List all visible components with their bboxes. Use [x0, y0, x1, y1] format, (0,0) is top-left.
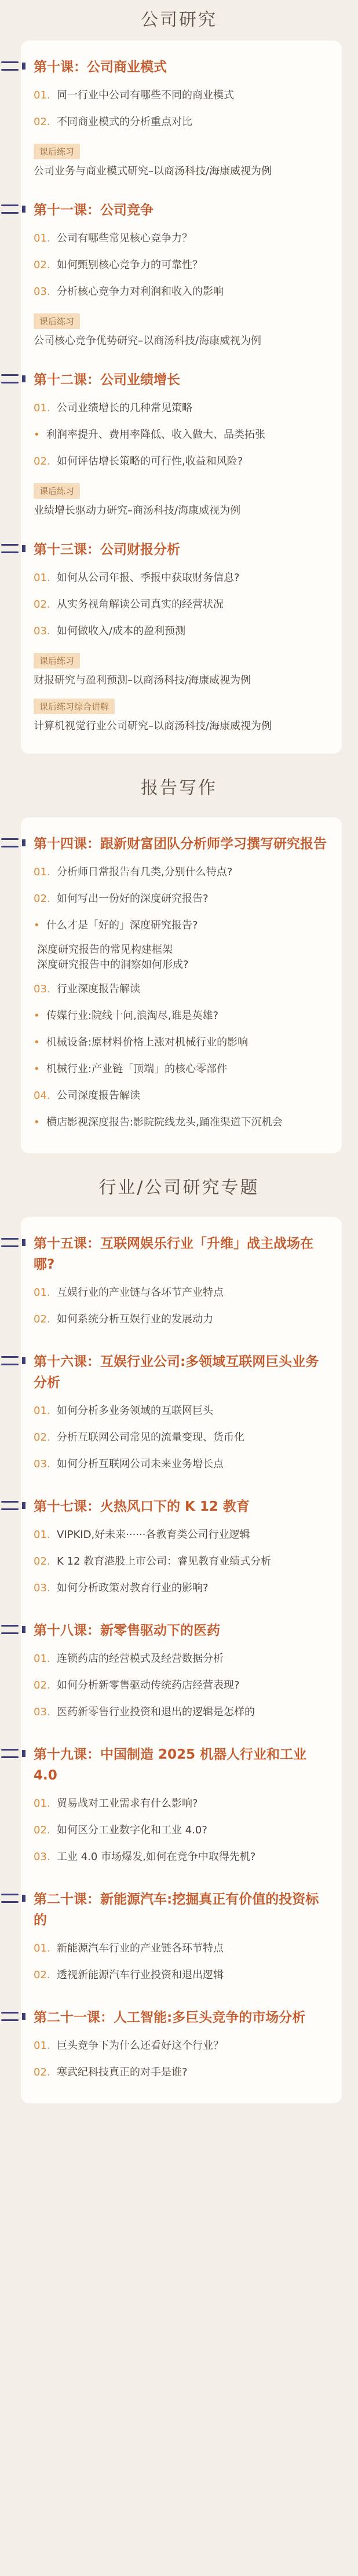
lesson-item — [34, 82, 329, 109]
lesson-20 — [34, 1884, 329, 1989]
lesson-item — [34, 1548, 329, 1575]
lesson-title: 第十二课：公司业绩增长 — [34, 372, 180, 388]
bullet-icon: • — [34, 919, 40, 931]
lesson-item — [34, 279, 329, 305]
item-text: 什么才是「好的」深度研究报告? — [46, 919, 198, 931]
lesson-15 — [34, 1229, 329, 1333]
item-number: 01. — [34, 1653, 50, 1665]
lesson-item — [34, 1791, 329, 1817]
lesson-item — [34, 1817, 329, 1844]
item-text: 同一行业中公司有哪些不同的商业模式 — [57, 89, 234, 101]
lesson-17 — [34, 1492, 329, 1602]
lesson-marker-icon — [1, 838, 19, 847]
item-number: 02. — [34, 1969, 50, 1981]
item-text: 贸易战对工业需求有什么影响? — [57, 1797, 198, 1810]
lesson-item — [34, 448, 329, 475]
lesson-title: 第二十一课：人工智能:多巨头竞争的市场分析 — [34, 2010, 306, 2025]
lesson-item — [34, 1003, 329, 1029]
item-text: 公司有哪些常见核心竞争力？ — [57, 232, 192, 244]
lesson-title: 第十九课：中国制造 2025 机器人行业和工业 4.0 — [34, 1747, 307, 1783]
item-text: 如何评估增长策略的可行性,收益和风险? — [57, 455, 243, 467]
item-text: 从实务视角解读公司真实的经营状况 — [57, 598, 224, 611]
item-text: 传媒行业:院线十问,浪淘尽,谁是英雄? — [46, 1010, 219, 1022]
item-number: 01. — [34, 1797, 50, 1810]
lesson-item — [34, 2033, 329, 2059]
lesson-marker-icon — [1, 544, 19, 553]
lesson-marker-icon — [1, 1625, 19, 1634]
item-number: 01. — [34, 89, 50, 101]
lesson-item — [34, 1056, 329, 1083]
lesson-marker-icon — [1, 204, 19, 214]
homework-tag: 课后练习 — [34, 483, 80, 499]
item-text: 如何从公司年报、季报中获取财务信息? — [57, 572, 240, 584]
item-text: 如何甄别核心竞争力的可靠性？ — [57, 259, 203, 271]
lesson-item — [34, 859, 329, 886]
bullet-icon: • — [34, 1063, 40, 1075]
lesson-item — [34, 1280, 329, 1306]
item-text: 分析核心竞争力对利润和收入的影响 — [57, 286, 224, 298]
item-number: 01. — [34, 1942, 50, 1954]
item-number: 02. — [34, 259, 50, 271]
item-text: 横店影视深度报告:影院院线龙头,踊准渠道下沉机会 — [46, 1116, 283, 1128]
lesson-item — [34, 565, 329, 591]
lesson-marker-icon — [1, 1501, 19, 1510]
lesson-marker-icon — [1, 2012, 19, 2021]
section-title-report-writing: 报告写作 — [141, 778, 217, 798]
lesson-11 — [34, 195, 329, 351]
item-number: 02. — [34, 1431, 50, 1444]
homework-tag: 课后练习 — [34, 653, 80, 668]
item-text: 公司业绩增长的几种常见策略 — [57, 402, 192, 414]
item-text: 如何分析新零售驱动传统药店经营表现? — [57, 1679, 240, 1691]
item-number: 03. — [34, 1458, 50, 1470]
item-text: 如何分析互联网公司未来业务增长点 — [57, 1458, 224, 1470]
lesson-item — [34, 1935, 329, 1962]
lesson-item — [34, 912, 329, 939]
homework-tag: 课后练习 — [34, 313, 80, 329]
lesson-item — [34, 1646, 329, 1672]
lesson-item — [34, 1522, 329, 1548]
lesson-title: 第十八课：新零售驱动下的医药 — [34, 1623, 220, 1638]
lesson-item — [34, 395, 329, 422]
bullet-icon: • — [34, 429, 40, 441]
lesson-item — [34, 976, 329, 1003]
lesson-item — [34, 1575, 329, 1602]
item-text: 如何区分工业数字化和工业 4.0? — [57, 1824, 207, 1836]
lesson-item — [34, 422, 329, 448]
item-number: 01. — [34, 572, 50, 584]
lesson-title: 第十三课：公司财报分析 — [34, 542, 180, 557]
item-text: 公司深度报告解读 — [57, 1090, 140, 1102]
item-text: 如何分析多业务领域的互联网巨头 — [57, 1405, 213, 1417]
item-text: 巨头竞争下为什么还看好这个行业？ — [57, 2040, 224, 2052]
homework-caption: 财报研究与盈利预测–以商汤科技/海康威视为例 — [34, 674, 251, 686]
item-number: 02. — [34, 455, 50, 467]
lesson-title: 第十六课：互娱行业公司:多领域互联网巨头业务分析 — [34, 1354, 319, 1390]
item-number: 02. — [34, 1313, 50, 1325]
item-number: 01. — [34, 2040, 50, 2052]
homework-caption: 业绩增长驱动力研究–商汤科技/海康威视为例 — [34, 505, 241, 517]
item-text: 寒武纪科技真正的对手是谁? — [57, 2066, 188, 2078]
sub-item-text: 深度研究报告的常见构建框架 深度研究报告中的洞察如何形成? — [37, 944, 189, 971]
lesson-item — [34, 2059, 329, 2086]
homework-tag: 课后练习 — [34, 144, 80, 159]
item-number: 03. — [34, 983, 50, 995]
lesson-marker-icon — [1, 1894, 19, 1903]
bullet-icon: • — [34, 1116, 40, 1128]
section-card-company-research — [21, 41, 342, 754]
item-number: 02. — [34, 893, 50, 905]
item-number: 03. — [34, 1706, 50, 1718]
item-number: 02. — [34, 1824, 50, 1836]
item-text: 分析互联网公司常见的流量变现、货币化 — [57, 1431, 244, 1444]
item-number: 01. — [34, 1405, 50, 1417]
item-text: 如何做收入/成本的盈利预测 — [57, 625, 186, 637]
item-number: 02. — [34, 116, 50, 128]
item-text: 连锁药店的经营模式及经营数据分析 — [57, 1653, 224, 1665]
lesson-18 — [34, 1616, 329, 1726]
lesson-item — [34, 1672, 329, 1699]
lesson-item — [34, 1306, 329, 1333]
item-text: 新能源汽车行业的产业链各环节特点 — [57, 1942, 224, 1954]
lesson-item — [34, 1109, 329, 1136]
lesson-title: 第十四课：跟新财富团队分析师学习撰写研究报告 — [34, 836, 327, 852]
item-number: 01. — [34, 402, 50, 414]
lesson-item — [34, 1424, 329, 1451]
lesson-marker-icon — [1, 61, 19, 71]
item-number: 03. — [34, 1851, 50, 1863]
item-text: 不同商业模式的分析重点对比 — [57, 116, 192, 128]
item-text: 如何系统分析互娱行业的发展动力 — [57, 1313, 213, 1325]
lesson-item — [34, 1451, 329, 1478]
lesson-item — [34, 252, 329, 279]
lesson-marker-icon — [1, 1238, 19, 1247]
section-card-report-writing — [21, 817, 342, 1153]
item-number: 04. — [34, 1090, 50, 1102]
item-text: K 12 教育港股上市公司：睿见教育业绩式分析 — [57, 1555, 272, 1567]
homework-caption: 公司核心竞争优势研究–以商汤科技/海康威视为例 — [34, 335, 262, 347]
item-number: 01. — [34, 866, 50, 878]
lesson-item — [34, 1844, 329, 1870]
lesson-12 — [34, 365, 329, 521]
lesson-marker-icon — [1, 374, 19, 383]
lesson-title: 第十课：公司商业模式 — [34, 60, 167, 75]
item-number: 03. — [34, 625, 50, 637]
section-title-industry-topics: 行业/公司研究专题 — [98, 1178, 260, 1198]
lesson-item — [34, 225, 329, 252]
lesson-item — [34, 1029, 329, 1056]
lesson-item — [34, 886, 329, 912]
lesson-item — [34, 1962, 329, 1989]
item-text: 机械设备:原材料价格上涨对机械行业的影响 — [46, 1036, 249, 1048]
item-text: 互娱行业的产业链与各环节产业特点 — [57, 1287, 224, 1299]
lesson-item — [34, 618, 329, 645]
section-card-industry-topics — [21, 1217, 342, 2103]
item-text: VIPKID,好未来······各教育类公司行业逻辑 — [57, 1529, 250, 1541]
lesson-marker-icon — [1, 1356, 19, 1365]
lesson-14 — [34, 829, 329, 1136]
item-text: 机械行业:产业链「顶端」的核心零部件 — [46, 1063, 228, 1075]
item-number: 01. — [34, 232, 50, 244]
item-number: 02. — [34, 1679, 50, 1691]
lesson-10 — [34, 52, 329, 181]
item-number: 03. — [34, 1582, 50, 1594]
lesson-title: 第十五课：互联网娱乐行业「升维」战主战场在哪? — [34, 1236, 313, 1272]
item-text: 医药新零售行业投资和退出的逻辑是怎样的 — [57, 1706, 255, 1718]
lesson-item — [34, 1083, 329, 1109]
bullet-icon: • — [34, 1010, 40, 1022]
item-text: 行业深度报告解读 — [57, 983, 140, 995]
lesson-title: 第十一课：公司竞争 — [34, 203, 154, 218]
lesson-16 — [34, 1347, 329, 1478]
item-number: 02. — [34, 1555, 50, 1567]
bullet-icon: • — [34, 1036, 40, 1048]
item-text: 利润率提升、费用率降低、收入做大、品类拓张 — [46, 429, 265, 441]
item-number: 03. — [34, 286, 50, 298]
item-text: 如何写出一份好的深度研究报告? — [57, 893, 209, 905]
lesson-title: 第十七课：火热风口下的 K 12 教育 — [34, 1499, 250, 1514]
item-text: 透视新能源汽车行业投资和退出逻辑 — [57, 1969, 224, 1981]
lesson-item — [34, 1398, 329, 1424]
lesson-title: 第二十课：新能源汽车:挖掘真正有价值的投资标的 — [34, 1892, 319, 1928]
item-number: 01. — [34, 1287, 50, 1299]
homework-caption: 公司业务与商业模式研究–以商汤科技/海康威视为例 — [34, 165, 272, 177]
item-number: 02. — [34, 598, 50, 611]
item-text: 分析师日常报告有几类,分别什么特点? — [57, 866, 233, 878]
item-text: 如何分析政策对教育行业的影响? — [57, 1582, 209, 1594]
item-number: 01. — [34, 1529, 50, 1541]
lesson-item — [34, 591, 329, 618]
item-text: 工业 4.0 市场爆发,如何在竞争中取得先机? — [57, 1851, 256, 1863]
lesson-13 — [34, 535, 329, 736]
lesson-item — [34, 1699, 329, 1726]
section-title-company-research: 公司研究 — [141, 10, 217, 30]
lesson-item — [34, 109, 329, 136]
lesson-21 — [34, 2003, 329, 2086]
item-number: 02. — [34, 2066, 50, 2078]
homework-review-caption: 计算机视觉行业公司研究–以商汤科技/海康威视为例 — [34, 720, 272, 732]
lesson-19 — [34, 1740, 329, 1870]
lesson-marker-icon — [1, 1749, 19, 1758]
homework-review-tag: 课后练习综合讲解 — [34, 699, 115, 714]
